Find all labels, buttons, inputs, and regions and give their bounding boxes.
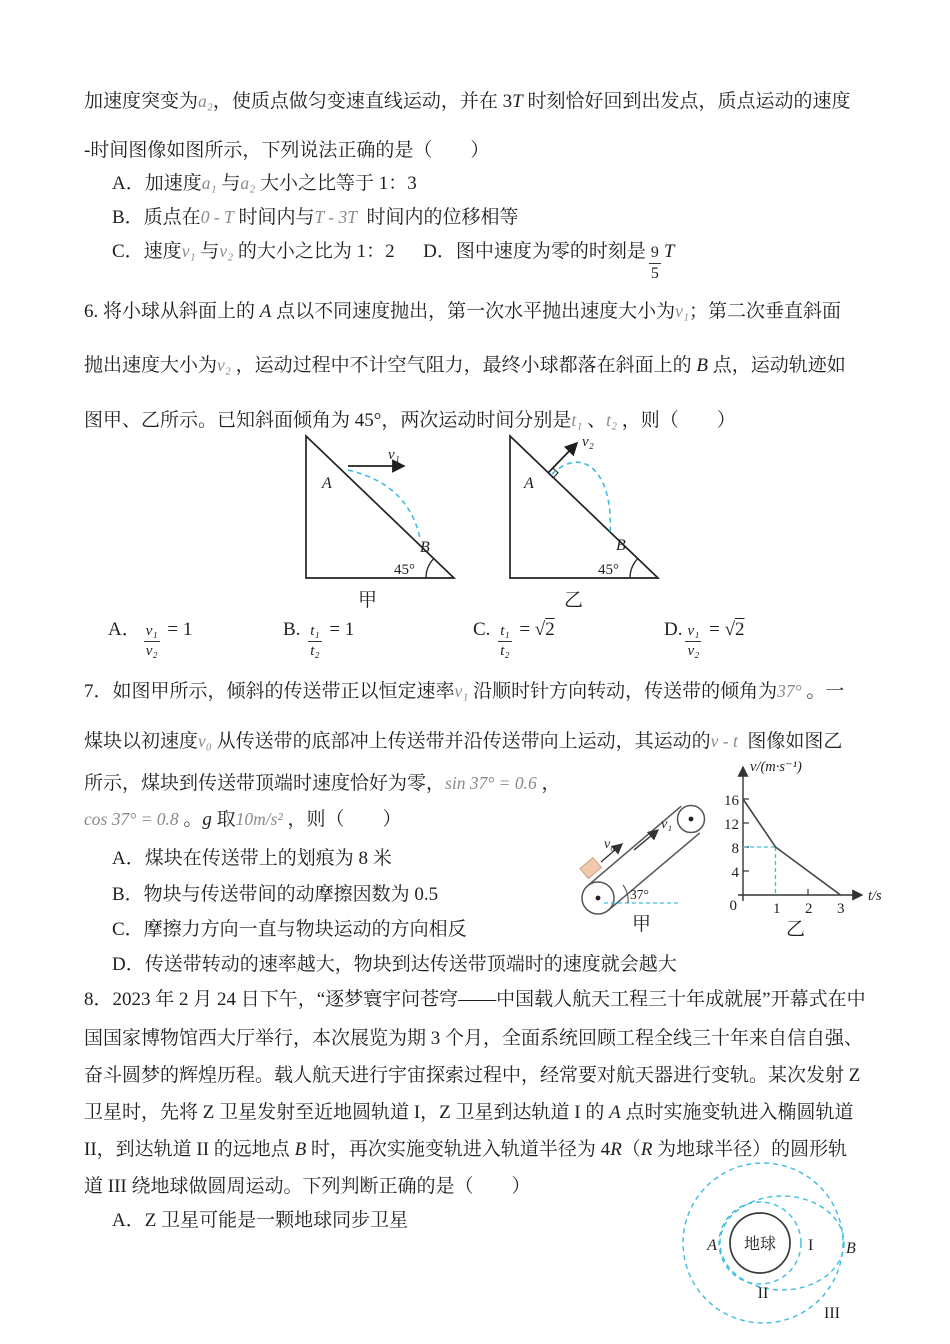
q5-option-a: A．加速度a₁ 与a₂ 大小之比等于 1：3: [112, 173, 417, 194]
triangle-yi: [510, 434, 658, 611]
caption-graph-yi: 乙: [786, 919, 806, 940]
ytick-16: 16: [724, 793, 739, 809]
label-45-jia: 45°: [394, 562, 415, 578]
belt-speed-arrow: [634, 830, 658, 850]
q8-stem-line-4: 卫星时，先将 Z 卫星发射至近地圆轨道 I，Z 卫星到达轨道 I 的 A 点时实施变轨进入椭圆轨道: [84, 1102, 854, 1123]
q6-option-a: A． $\frac{\text{v₁}}{\text{v₂}}$ = 1: [108, 619, 193, 659]
q6-incline-figure: [292, 430, 672, 612]
q7-option-a: A．煤块在传送带上的划痕为 8 米: [112, 848, 392, 869]
q8-stem-line-3: 奋斗圆梦的辉煌历程。载人航天进行宇宙探索过程中，经常要对航天器进行变轨。某次发射 Z: [84, 1065, 861, 1086]
label-A-yi: A: [524, 475, 534, 492]
q8-stem-line-2: 国国家博物馆西大厅举行，本次展览为期 3 个月，全面系统回顾工程全线三十年来自信自强、: [84, 1028, 864, 1049]
q7-vt-graph: [710, 753, 915, 943]
q7-stem-line-3: 所示，煤块到传送带顶端时速度恰好为零，sin 37° = 0.6 ，: [84, 773, 561, 794]
q8-stem-line-6: 道 III 绕地球做圆周运动。下列判断正确的是（ ）: [84, 1176, 531, 1197]
bottom-pulley-axle: [596, 896, 601, 901]
q8-stem-line-5: II，到达轨道 II 的远地点 B 时，再次实施变轨进入轨道半径为 4R（R 为地球半径）的圆形轨: [84, 1139, 848, 1160]
origin-label: 0: [729, 898, 737, 914]
label-B-yi: B: [616, 537, 626, 554]
q8-option-a: A．Z 卫星可能是一颗地球同步卫星: [112, 1210, 409, 1231]
v2-arrow: [548, 443, 577, 473]
triangle-jia: [306, 436, 454, 611]
q7-stem-line-2: 煤块以初速度v₀ 从传送带的底部冲上传送带并沿传送带向上运动，其运动的v - t 图像如图乙: [84, 731, 843, 752]
q7-option-d: D．传送带转动的速率越大，物块到达传送带顶端时的速度就会越大: [112, 954, 677, 975]
q7-stem-line-4: cos 37° = 0.8 。g 取10m/s² ，则（ ）: [84, 809, 402, 830]
label-v2: v₂: [582, 434, 594, 450]
xtick-3: 3: [837, 901, 845, 917]
caption-belt-jia: 甲: [632, 914, 652, 935]
q5-stem-line-1: 加速度突变为a₂，使质点做匀变速直线运动，并在 3T 时刻恰好回到出发点，质点运动的速度: [84, 91, 851, 112]
q5-stem-line-2: -时间图像如图所示，下列说法正确的是（ ）: [84, 140, 490, 161]
xtick-1: 1: [773, 901, 781, 917]
q6-option-d: D. $\frac{\text{v₁}}{\text{v₂}}$ = √2: [664, 619, 745, 659]
q8-stem-line-1: 8．2023 年 2 月 24 日下午，“逐梦寰宇问苍穹——中国载人航天工程三十年成就展”开幕式在中: [84, 989, 866, 1010]
label-A-orbit: A: [707, 1237, 717, 1254]
xtick-2: 2: [805, 901, 813, 917]
q8-orbit-figure: [672, 1152, 887, 1344]
ytick-4: 4: [731, 865, 739, 881]
x-axis-label: t/s: [868, 888, 882, 904]
label-45-yi: 45°: [598, 562, 619, 578]
caption-jia: 甲: [358, 590, 378, 611]
q6-option-c: C. $\frac{\text{t₁}}{\text{t₂}}$ = √2: [473, 619, 555, 659]
angle-arc-jia: [426, 559, 434, 578]
q7-option-b: B．物块与传送带间的动摩擦因数为 0.5: [112, 884, 439, 905]
ytick-8: 8: [731, 841, 739, 857]
coal-block: [580, 858, 601, 879]
label-orbit-II: II: [757, 1285, 769, 1302]
q7-option-c: C．摩擦力方向一直与物块运动的方向相反: [112, 919, 467, 940]
incline-angle-arc: [623, 885, 628, 903]
caption-yi: 乙: [564, 590, 584, 611]
q5-option-cd: C．速度v₁ 与v₂ 的大小之比为 1：2 D．图中速度为零的时刻是 $\frac{9}{5}$ T: [112, 241, 675, 282]
label-orbit-III: III: [824, 1305, 840, 1322]
label-v1: v₁: [388, 447, 400, 463]
top-pulley-axle: [689, 817, 694, 822]
label-v0: v₀: [604, 837, 616, 852]
q6-stem-line-3: 图甲、乙所示。已知斜面倾角为 45°，两次运动时间分别是t₁ 、t₂ ，则（ ）: [84, 410, 736, 431]
q5-option-b: B．质点在0 - T 时间内与T - 3T 时间内的位移相等: [112, 207, 519, 228]
label-orbit-I: I: [808, 1237, 814, 1254]
q6-stem-line-1: 6. 将小球从斜面上的 A 点以不同速度抛出，第一次水平抛出速度大小为v₁；第二次垂直斜面: [84, 301, 842, 322]
label-B-jia: B: [420, 539, 430, 556]
q6-stem-line-2: 抛出速度大小为v₂ ，运动过程中不计空气阻力，最终小球都落在斜面上的 B 点，运动轨迹如: [84, 355, 846, 376]
label-B-orbit: B: [846, 1240, 856, 1257]
trajectory-jia: [348, 470, 420, 538]
angle-arc-yi: [630, 559, 638, 578]
label-37deg: 37°: [630, 887, 649, 902]
label-belt-v1: v₁: [661, 817, 673, 832]
q6-option-b: B. $\frac{\text{t₁}}{\text{t₂}}$ = 1: [283, 619, 355, 659]
label-A-jia: A: [322, 475, 332, 492]
y-axis-label: v/(m·s⁻¹): [750, 759, 802, 775]
q7-conveyor-figure: [568, 790, 718, 935]
ytick-12: 12: [724, 817, 739, 833]
earth-label: 地球: [743, 1236, 777, 1253]
q7-stem-line-1: 7．如图甲所示，倾斜的传送带正以恒定速率v₁ 沿顺时针方向转动，传送带的倾角为37° 。一: [84, 681, 845, 702]
